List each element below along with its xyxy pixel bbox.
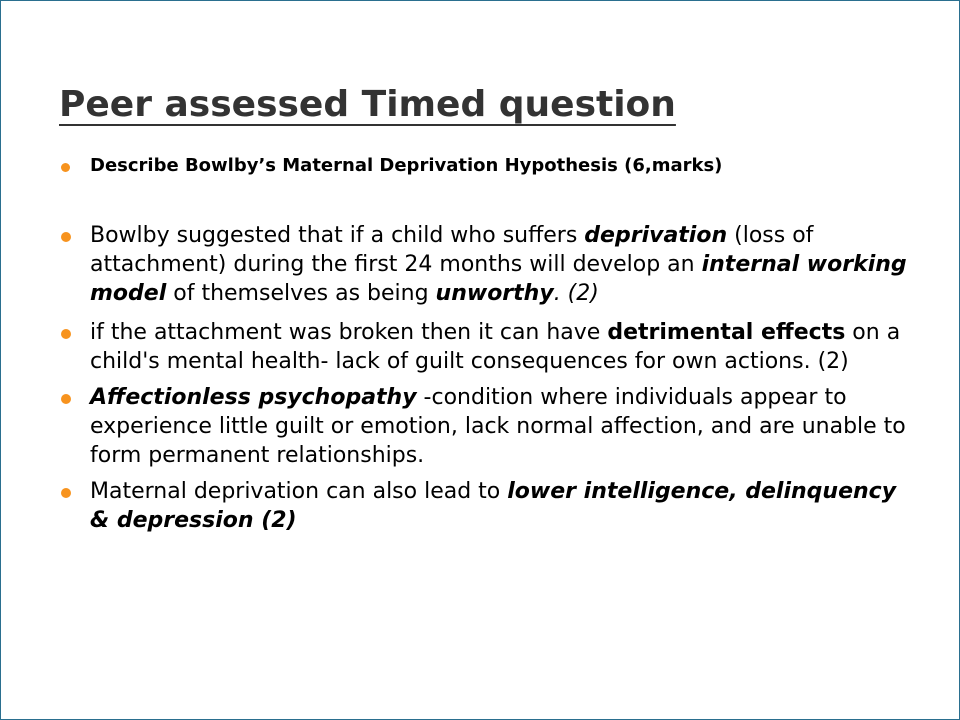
bullet-text: on a child's mental health- lack of guilt consequences for own actions. (2) [90,320,901,374]
slide-title: Peer assessed Timed question [59,84,676,125]
bullet-maternal-deprivation [61,477,911,535]
bullet-dot-icon [61,163,70,172]
term-internal-working-model: internal working model [90,252,907,306]
term-affectionless-psychopathy: Affectionless psychopathy [90,385,417,410]
bullet-dot-icon [61,488,71,498]
bullet-text: of themselves as being [166,281,436,306]
term-unworthy: unworthy [435,281,554,306]
bullet-text: . (2) [553,281,599,306]
bullet-text: (loss of attachment) during the first 24 months will develop an [90,223,814,277]
bullet-attachment-broken [61,318,911,376]
bullet-dot-icon [61,394,71,404]
bullet-text: if the attachment was broken then it can have [90,320,608,345]
bullet-text: Maternal deprivation can also lead to [90,479,508,504]
bullet-text: Bowlby suggested that if a child who suffers [90,223,585,248]
bullet-affectionless-psychopathy [61,383,911,470]
term-deprivation: deprivation [584,223,728,248]
question-bullet [61,151,911,181]
bullet-dot-icon [61,329,71,339]
bullet-text: -condition where individuals appear to experience little guilt or emotion, lack normal affection, and are unable to form permanent relationships. [90,385,906,468]
question-text: Describe Bowlby’s Maternal Deprivation Hypothesis (6,marks) [90,155,723,176]
bullet-list [61,151,911,535]
term-detrimental-effects: detrimental effects [607,320,846,345]
bullet-deprivation [61,221,911,308]
bullet-dot-icon [61,232,71,242]
term-outcomes: lower intelligence, delinquency & depression (2) [90,479,897,533]
